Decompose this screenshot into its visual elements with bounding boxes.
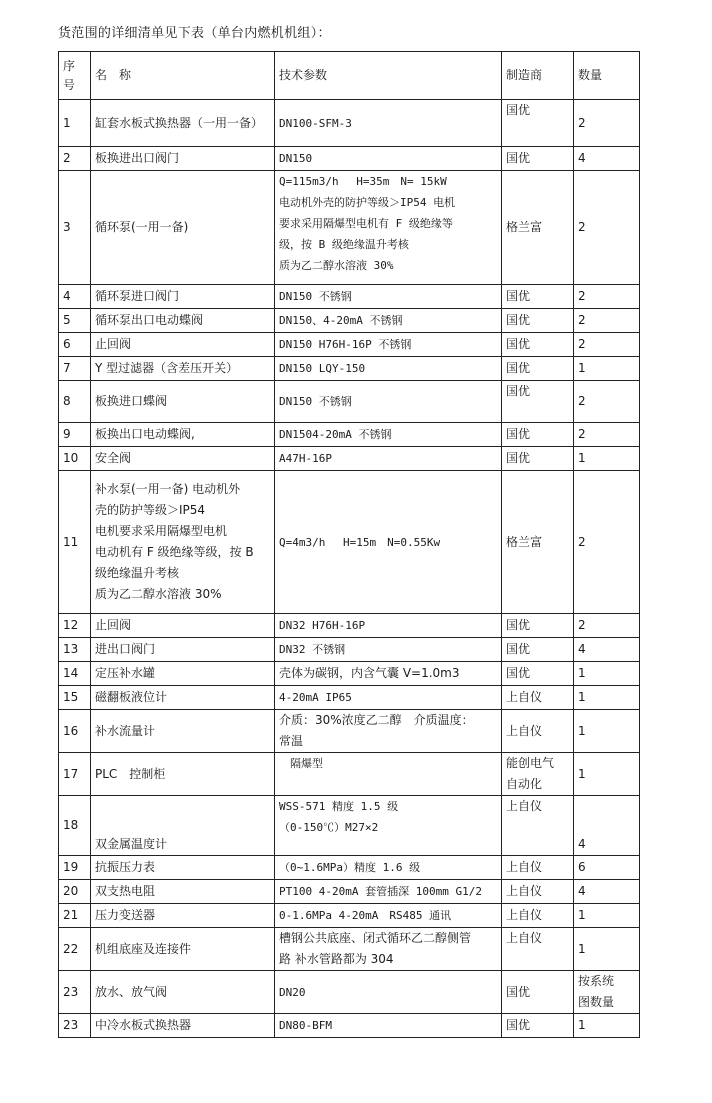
item-qty-line: 2 — [578, 289, 586, 303]
item-name — [91, 285, 275, 309]
item-maker-line: 上自仪 — [506, 723, 543, 738]
item-maker-line: 上自仪 — [506, 799, 543, 813]
row-number — [59, 880, 91, 904]
item-spec-line: DN150 — [279, 152, 313, 165]
item-qty — [574, 971, 640, 1014]
row-number — [59, 686, 91, 710]
item-spec — [275, 309, 502, 333]
item-maker-line: 国优 — [506, 103, 531, 117]
item-qty — [574, 796, 640, 856]
item-qty-line: 1 — [578, 941, 586, 956]
item-spec-line: 0-1.6MPa 4-20mA RS485 通讯 — [279, 909, 452, 922]
table-row — [59, 447, 640, 471]
item-qty — [574, 309, 640, 333]
item-spec — [275, 928, 502, 971]
row-number — [59, 357, 91, 381]
item-name-line: 质为乙二醇水溶液 30% — [95, 587, 222, 601]
item-name-line: 进出口阀门 — [95, 642, 156, 656]
row-number — [59, 614, 91, 638]
item-spec-line: 级，按 B 级绝缘温升考核 — [279, 238, 409, 251]
item-name-line: 双金属温度计 — [95, 837, 168, 851]
item-maker — [502, 447, 574, 471]
item-name-line: 级绝缘温升考核 — [95, 566, 180, 580]
item-maker-line: 上自仪 — [506, 931, 543, 945]
item-name — [91, 904, 275, 928]
item-maker-line: 国优 — [506, 361, 531, 375]
item-name-line: 放水、放气阀 — [95, 984, 168, 999]
item-spec — [275, 614, 502, 638]
item-maker-line: 上自仪 — [506, 884, 543, 898]
item-spec — [275, 100, 502, 147]
equipment-table — [58, 51, 640, 1038]
item-spec-line: 介质：30%浓度乙二醇 介质温度： — [279, 713, 474, 727]
item-spec-line: Q=4m3/h H=15m N=0.55Kw — [279, 535, 441, 549]
item-spec — [275, 686, 502, 710]
table-row — [59, 423, 640, 447]
item-maker — [502, 471, 574, 614]
item-name — [91, 796, 275, 856]
item-spec-line: DN32 不锈钢 — [279, 643, 346, 656]
item-maker-line: 国优 — [506, 289, 531, 303]
item-qty-line: 1 — [578, 723, 586, 738]
item-name-line: 板换出口电动蝶阀, — [95, 427, 195, 441]
table-row — [59, 880, 640, 904]
table-row — [59, 100, 640, 147]
item-name-line: 缸套水板式换热器（一用一备） — [95, 115, 264, 130]
item-maker — [502, 904, 574, 928]
item-qty — [574, 423, 640, 447]
item-spec-line: DN20 — [279, 985, 306, 999]
item-maker-line: 上自仪 — [506, 690, 543, 704]
item-name-line: 补水泵(一用一备) 电动机外 — [95, 482, 241, 496]
item-maker — [502, 856, 574, 880]
item-spec — [275, 171, 502, 285]
item-spec — [275, 447, 502, 471]
item-qty — [574, 447, 640, 471]
item-qty — [574, 171, 640, 285]
item-maker-line: 国优 — [506, 984, 531, 999]
row-number-line: 21 — [63, 908, 79, 922]
row-number-line: 20 — [63, 884, 79, 898]
item-name — [91, 710, 275, 753]
item-spec-line: A47H-16P — [279, 452, 332, 465]
item-name — [91, 662, 275, 686]
item-maker-line: 国优 — [506, 451, 531, 465]
item-maker — [502, 309, 574, 333]
item-qty-line: 1 — [578, 666, 586, 680]
item-maker — [502, 381, 574, 423]
item-name — [91, 753, 275, 796]
item-name — [91, 928, 275, 971]
item-maker — [502, 357, 574, 381]
item-name-line: 中冷水板式换热器 — [95, 1018, 192, 1032]
item-qty-line: 1 — [578, 766, 586, 781]
item-maker — [502, 171, 574, 285]
item-spec — [275, 856, 502, 880]
item-qty — [574, 753, 640, 796]
row-number — [59, 471, 91, 614]
table-row — [59, 710, 640, 753]
item-qty — [574, 147, 640, 171]
item-maker-line: 格兰富 — [506, 534, 543, 549]
item-name — [91, 971, 275, 1014]
item-qty — [574, 928, 640, 971]
item-spec — [275, 638, 502, 662]
row-number-line: 14 — [63, 666, 79, 680]
item-name — [91, 686, 275, 710]
item-qty-line: 4 — [578, 837, 586, 851]
table-row — [59, 796, 640, 856]
item-qty-line: 1 — [578, 690, 586, 704]
item-spec-line: PT100 4-20mA 套管插深 100mm G1/2 — [279, 885, 482, 898]
row-number-line: 17 — [63, 766, 79, 781]
item-maker-line: 国优 — [506, 427, 531, 441]
row-number-line: 15 — [63, 690, 79, 704]
item-qty-line: 6 — [578, 860, 586, 874]
header-name: 名 称 — [91, 52, 275, 100]
item-qty — [574, 686, 640, 710]
item-maker — [502, 100, 574, 147]
item-spec — [275, 285, 502, 309]
item-spec-line: 壳体为碳钢，内含气囊 V=1.0m3 — [279, 666, 460, 680]
item-name — [91, 357, 275, 381]
item-qty-line: 按系统 — [578, 974, 615, 988]
item-maker — [502, 285, 574, 309]
row-number-line: 12 — [63, 618, 79, 632]
item-qty — [574, 285, 640, 309]
item-name-line: Y 型过滤器（含差压开关） — [95, 361, 239, 375]
row-number — [59, 100, 91, 147]
row-number-line: 8 — [63, 394, 71, 408]
item-qty — [574, 614, 640, 638]
item-name-line: 双支热电阻 — [95, 884, 156, 898]
item-spec-line: WSS-571 精度 1.5 级 — [279, 800, 399, 813]
row-number — [59, 333, 91, 357]
item-qty — [574, 638, 640, 662]
item-maker-line: 能创电气 — [506, 756, 555, 770]
item-spec-line: 常温 — [279, 734, 304, 748]
item-name-line: 安全阀 — [95, 451, 132, 465]
item-spec — [275, 662, 502, 686]
item-spec-line: （0-150℃）M27×2 — [279, 821, 379, 834]
row-number-line: 23 — [63, 1018, 79, 1032]
item-qty-line: 2 — [578, 337, 586, 351]
item-qty — [574, 357, 640, 381]
row-number — [59, 971, 91, 1014]
item-qty — [574, 1014, 640, 1038]
row-number-line: 4 — [63, 289, 71, 303]
item-spec — [275, 904, 502, 928]
table-row — [59, 928, 640, 971]
item-qty-line: 1 — [578, 361, 586, 375]
item-qty — [574, 333, 640, 357]
item-name — [91, 381, 275, 423]
item-name-line: 循环泵进口阀门 — [95, 289, 180, 303]
table-row — [59, 309, 640, 333]
item-maker-line: 国优 — [506, 618, 531, 632]
item-spec — [275, 357, 502, 381]
item-name — [91, 333, 275, 357]
item-name — [91, 147, 275, 171]
item-name-line: PLC 控制柜 — [95, 766, 166, 781]
item-spec-line: 4-20mA IP65 — [279, 691, 352, 704]
row-number — [59, 856, 91, 880]
item-maker-line: 自动化 — [506, 777, 543, 791]
row-number — [59, 753, 91, 796]
item-spec-line: DN100-SFM-3 — [279, 116, 352, 130]
item-qty-line: 4 — [578, 884, 586, 898]
item-name-line: 止回阀 — [95, 337, 132, 351]
table-row — [59, 357, 640, 381]
table-row — [59, 171, 640, 285]
table-row — [59, 381, 640, 423]
item-maker-line: 国优 — [506, 151, 531, 165]
row-number — [59, 662, 91, 686]
item-qty — [574, 100, 640, 147]
row-number — [59, 796, 91, 856]
item-spec-line: Q=115m3/h H=35m N= 15kW — [279, 175, 447, 188]
item-name — [91, 614, 275, 638]
item-spec-line: DN150 LQY-150 — [279, 362, 366, 375]
item-spec — [275, 796, 502, 856]
item-name — [91, 471, 275, 614]
item-spec — [275, 1014, 502, 1038]
row-number-line: 2 — [63, 151, 71, 165]
item-maker-line: 格兰富 — [506, 220, 543, 234]
item-spec-line: DN80-BFM — [279, 1019, 332, 1032]
item-spec — [275, 880, 502, 904]
item-spec-line: DN150、4-20mA 不锈钢 — [279, 314, 403, 327]
row-number-line: 9 — [63, 427, 71, 441]
row-number-line: 22 — [63, 941, 79, 956]
item-qty-line: 4 — [578, 642, 586, 656]
item-maker-line: 国优 — [506, 337, 531, 351]
row-number — [59, 147, 91, 171]
item-name — [91, 423, 275, 447]
table-row — [59, 753, 640, 796]
item-maker — [502, 796, 574, 856]
header-no: 序号 — [59, 52, 91, 100]
item-maker — [502, 710, 574, 753]
item-maker-line: 国优 — [506, 313, 531, 327]
row-number — [59, 309, 91, 333]
item-qty — [574, 662, 640, 686]
row-number-line: 16 — [63, 723, 79, 738]
item-spec-line: 槽钢公共底座、闭式循环乙二醇侧管 — [279, 931, 472, 945]
table-row — [59, 285, 640, 309]
item-spec-line: 路 补水管路都为 304 — [279, 952, 394, 966]
item-name — [91, 171, 275, 285]
row-number — [59, 285, 91, 309]
item-maker-line: 国优 — [506, 384, 531, 398]
item-name-line: 磁翻板液位计 — [95, 690, 168, 704]
item-name-line: 板换进出口阀门 — [95, 151, 180, 165]
header-spec: 技术参数 — [275, 52, 502, 100]
table-row — [59, 904, 640, 928]
item-name-line: 压力变送器 — [95, 908, 156, 922]
row-number — [59, 447, 91, 471]
item-qty-line: 2 — [578, 618, 586, 632]
row-number — [59, 710, 91, 753]
table-row — [59, 662, 640, 686]
item-spec — [275, 333, 502, 357]
table-row — [59, 1014, 640, 1038]
row-number — [59, 904, 91, 928]
row-number-line: 10 — [63, 451, 79, 465]
item-maker — [502, 1014, 574, 1038]
table-row — [59, 856, 640, 880]
item-spec-line: DN32 H76H-16P — [279, 619, 366, 632]
item-qty-line: 4 — [578, 151, 586, 165]
item-spec-line: （0~1.6MPa）精度 1.6 级 — [279, 861, 421, 874]
item-qty — [574, 381, 640, 423]
item-spec-line: 要求采用隔爆型电机有 F 级绝缘等 — [279, 217, 453, 230]
item-qty-line: 图数量 — [578, 995, 615, 1009]
item-maker — [502, 971, 574, 1014]
header-qty: 数量 — [574, 52, 640, 100]
item-spec-line: 电动机外壳的防护等级＞IP54 电机 — [279, 196, 456, 209]
item-qty — [574, 710, 640, 753]
item-maker — [502, 928, 574, 971]
item-maker — [502, 662, 574, 686]
item-qty — [574, 880, 640, 904]
item-spec-line: DN150 不锈钢 — [279, 290, 352, 303]
item-name-line: 循环泵出口电动蝶阀 — [95, 313, 204, 327]
row-number-line: 11 — [63, 534, 79, 549]
row-number-line: 23 — [63, 984, 79, 999]
row-number-line: 5 — [63, 313, 71, 327]
item-name — [91, 856, 275, 880]
row-number — [59, 638, 91, 662]
table-row — [59, 471, 640, 614]
item-spec-line: DN1504-20mA 不锈钢 — [279, 428, 392, 441]
item-name — [91, 309, 275, 333]
table-row — [59, 147, 640, 171]
item-maker — [502, 880, 574, 904]
item-maker-line: 国优 — [506, 642, 531, 656]
item-qty-line: 2 — [578, 394, 586, 408]
item-maker — [502, 147, 574, 171]
row-number-line: 18 — [63, 818, 79, 832]
item-spec — [275, 971, 502, 1014]
item-spec — [275, 423, 502, 447]
item-spec — [275, 710, 502, 753]
item-spec — [275, 147, 502, 171]
item-maker — [502, 753, 574, 796]
row-number — [59, 1014, 91, 1038]
item-name-line: 板换进口蝶阀 — [95, 394, 168, 408]
table-row — [59, 686, 640, 710]
item-maker — [502, 333, 574, 357]
item-maker — [502, 423, 574, 447]
header-maker: 制造商 — [502, 52, 574, 100]
item-qty-line: 2 — [578, 427, 586, 441]
item-name-line: 电动机有 F 级绝缘等级，按 B — [95, 545, 254, 559]
item-name-line: 机组底座及连接件 — [95, 941, 192, 956]
page-title: 货范围的详细清单见下表（单台内燃机机组）： — [58, 26, 331, 41]
item-spec — [275, 471, 502, 614]
table-row — [59, 638, 640, 662]
item-maker-line: 国优 — [506, 1018, 531, 1032]
item-spec — [275, 753, 502, 796]
row-number-line: 1 — [63, 115, 71, 130]
item-qty-line: 1 — [578, 908, 586, 922]
table-row — [59, 971, 640, 1014]
item-spec-line: DN150 H76H-16P 不锈钢 — [279, 338, 412, 351]
item-maker-line: 上自仪 — [506, 908, 543, 922]
row-number-line: 7 — [63, 361, 71, 375]
item-maker — [502, 686, 574, 710]
item-spec-line: 质为乙二醇水溶液 30% — [279, 259, 394, 272]
table-header-row — [59, 52, 640, 100]
item-name-line: 壳的防护等级＞IP54 — [95, 503, 206, 517]
row-number-line: 3 — [63, 220, 71, 234]
item-name-line: 循环泵(一用一备) — [95, 220, 189, 234]
item-spec-line: 隔爆型 — [279, 757, 323, 770]
item-qty — [574, 471, 640, 614]
item-qty — [574, 856, 640, 880]
item-qty-line: 2 — [578, 115, 586, 130]
item-maker-line: 国优 — [506, 666, 531, 680]
item-name-line: 抗振压力表 — [95, 860, 156, 874]
row-number-line: 19 — [63, 860, 79, 874]
item-name-line: 止回阀 — [95, 618, 132, 632]
item-qty-line: 2 — [578, 313, 586, 327]
item-maker — [502, 614, 574, 638]
item-name-line: 电机要求采用隔爆型电机 — [95, 524, 228, 538]
item-name — [91, 1014, 275, 1038]
table-row — [59, 333, 640, 357]
row-number — [59, 171, 91, 285]
item-qty-line: 2 — [578, 220, 586, 234]
item-qty-line: 1 — [578, 1018, 586, 1032]
item-name-line: 定压补水罐 — [95, 666, 156, 680]
item-spec — [275, 381, 502, 423]
item-qty-line: 2 — [578, 534, 586, 549]
item-maker — [502, 638, 574, 662]
item-spec-line: DN150 不锈钢 — [279, 395, 352, 408]
item-name — [91, 447, 275, 471]
row-number-line: 13 — [63, 642, 79, 656]
row-number — [59, 928, 91, 971]
row-number — [59, 381, 91, 423]
item-maker-line: 上自仪 — [506, 860, 543, 874]
item-qty — [574, 904, 640, 928]
item-name — [91, 100, 275, 147]
item-name — [91, 880, 275, 904]
item-name — [91, 638, 275, 662]
item-qty-line: 1 — [578, 451, 586, 465]
table-row — [59, 614, 640, 638]
row-number — [59, 423, 91, 447]
item-name-line: 补水流量计 — [95, 723, 156, 738]
row-number-line: 6 — [63, 337, 71, 351]
